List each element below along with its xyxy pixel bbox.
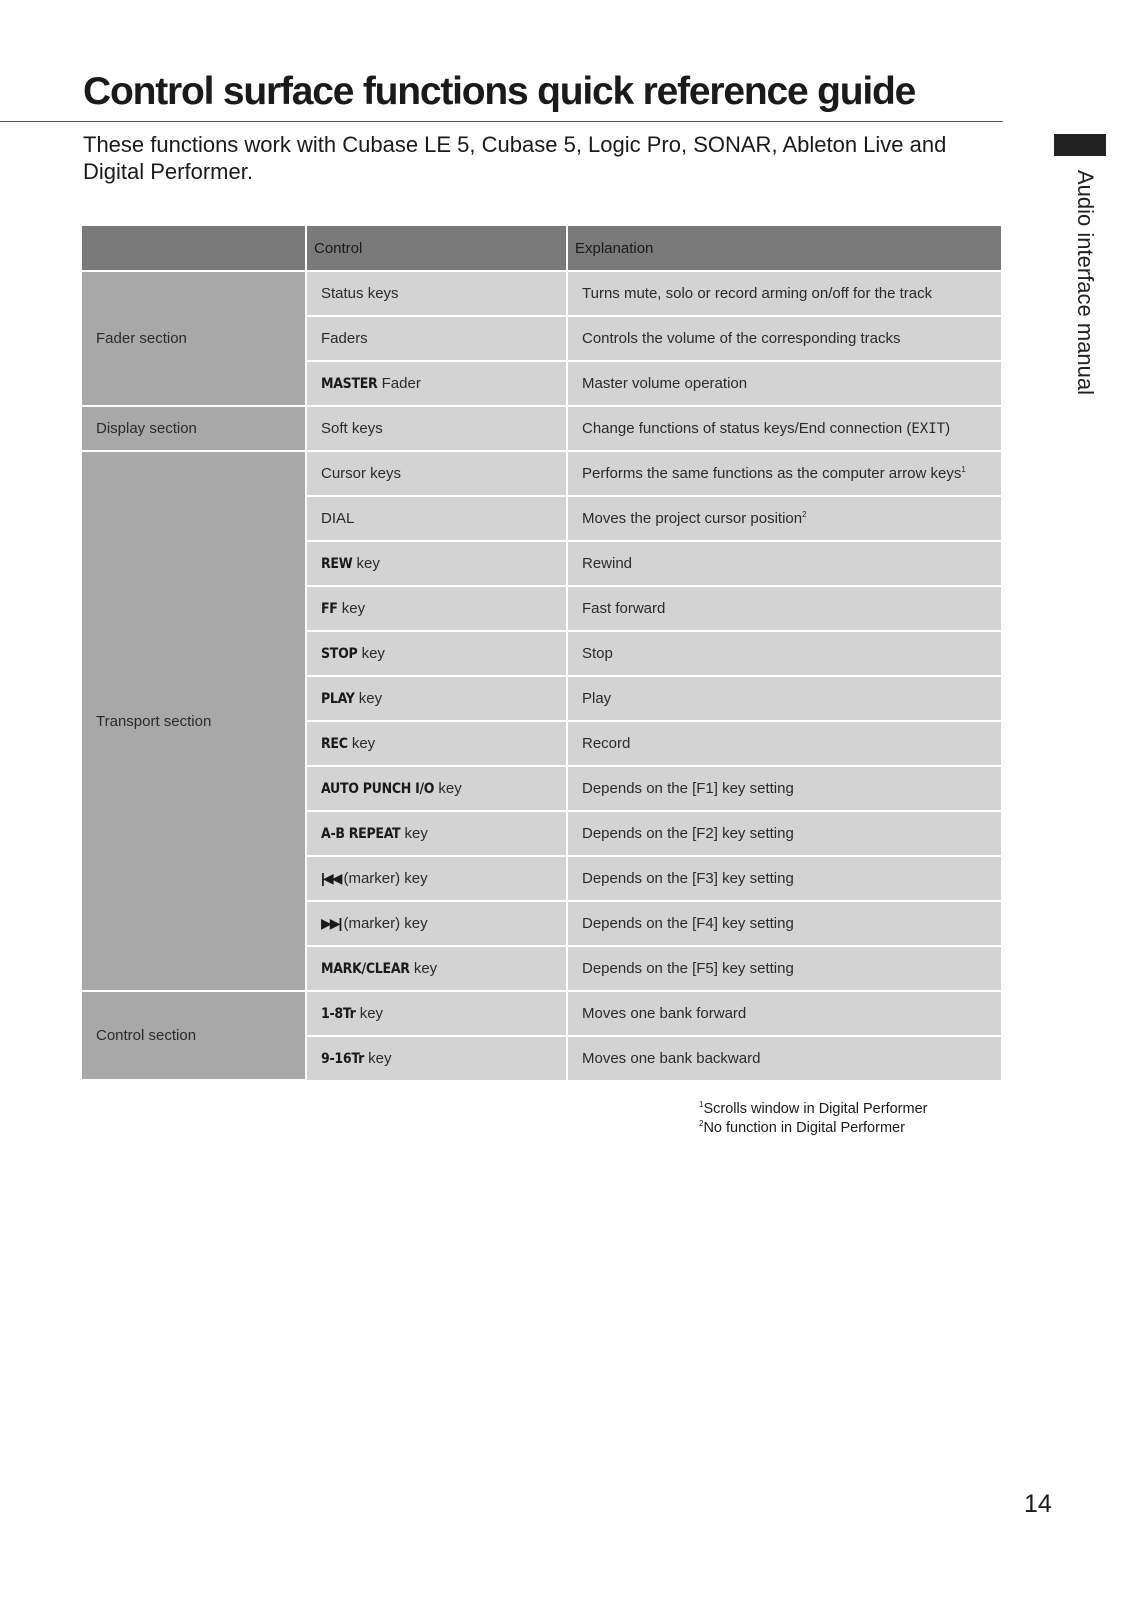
control-key-name: REW (321, 556, 353, 572)
control-cell (306, 361, 567, 406)
exit-key-label: EXIT (911, 421, 946, 437)
next-marker-icon: ▶▶| (321, 915, 341, 931)
control-key-name: 1-8Tr (321, 1006, 356, 1022)
control-label: key (364, 1050, 392, 1067)
explanation-text: Depends on the [F4] key setting (582, 915, 794, 932)
explanation-cell (567, 271, 1001, 316)
control-label: key (400, 825, 428, 842)
explanation-text: Play (582, 690, 612, 707)
title-divider (0, 121, 1003, 122)
reference-table (82, 224, 1001, 1081)
explanation-cell (567, 766, 1001, 811)
control-cell (306, 541, 567, 586)
explanation-cell (567, 811, 1001, 856)
control-label: key (434, 780, 462, 797)
explanation-cell (567, 541, 1001, 586)
explanation-text: Moves one bank forward (582, 1005, 747, 1022)
control-label: key (357, 645, 385, 662)
explanation-cell (567, 901, 1001, 946)
explanation-text: Change functions of status keys/End connection ( (582, 420, 912, 437)
page-title: Control surface functions quick reference guide (83, 70, 916, 113)
table-row (82, 406, 1001, 451)
control-cell (306, 901, 567, 946)
control-label: key (337, 600, 366, 617)
footnotes (699, 1100, 927, 1138)
explanation-cell (567, 856, 1001, 901)
control-label: Faders (321, 330, 368, 347)
control-label: DIAL (321, 510, 355, 527)
page-number: 14 (1024, 1490, 1052, 1518)
explanation-cell (567, 631, 1001, 676)
explanation-text: Rewind (582, 555, 633, 572)
control-key-name: MASTER (321, 376, 378, 392)
page-subtitle: These functions work with Cubase LE 5, Cubase 5, Logic Pro, SONAR, Ableton Live and Digital Performer. (83, 132, 947, 184)
control-key-name: MARK/CLEAR (321, 961, 410, 977)
footnote-2: $^2$No function in Digital Performer (699, 1119, 905, 1136)
control-cell (306, 766, 567, 811)
control-label: key (347, 735, 376, 752)
explanation-text: Turns mute, solo or record arming on/off for the track (582, 285, 933, 302)
control-cell (306, 811, 567, 856)
section-label: Control section (82, 991, 306, 1080)
explanation-text: Moves one bank backward (582, 1050, 761, 1067)
control-key-name: FF (321, 601, 338, 617)
control-cell (306, 406, 567, 451)
control-label: key (354, 690, 383, 707)
explanation-text: Fast forward (582, 600, 666, 617)
control-key-name: AUTO PUNCH I/O (321, 781, 435, 797)
control-cell (306, 316, 567, 361)
control-label: (marker) key (343, 915, 428, 932)
control-cell (306, 271, 567, 316)
explanation-text: Moves the project cursor position (582, 510, 803, 527)
explanation-text: Controls the volume of the corresponding tracks (582, 330, 901, 347)
explanation-cell (567, 721, 1001, 766)
control-cell (306, 496, 567, 541)
header-control: Control (306, 225, 567, 271)
table-header-row (82, 225, 1001, 271)
explanation-cell (567, 676, 1001, 721)
control-cell (306, 631, 567, 676)
explanation-cell (567, 586, 1001, 631)
control-cell (306, 991, 567, 1036)
header-section (82, 225, 306, 271)
chapter-tab-marker (1054, 134, 1106, 156)
explanation-cell (567, 1036, 1001, 1080)
explanation-cell (567, 406, 1001, 451)
control-label: (marker) key (343, 870, 428, 887)
section-label: Fader section (82, 271, 306, 406)
explanation-text: Stop (582, 645, 613, 662)
header-explanation: Explanation (567, 225, 1001, 271)
explanation-text: Depends on the [F3] key setting (582, 870, 794, 887)
control-label: key (355, 1005, 384, 1022)
control-key-name: REC (321, 736, 348, 752)
explanation-cell (567, 451, 1001, 496)
explanation-cell (567, 496, 1001, 541)
control-key-name: PLAY (321, 691, 355, 707)
footnote-reference: 2 (802, 510, 807, 519)
explanation-cell (567, 991, 1001, 1036)
section-label: Display section (82, 406, 306, 451)
control-label: key (352, 555, 380, 572)
explanation-cell (567, 361, 1001, 406)
section-label: Transport section (82, 451, 306, 991)
explanation-text: Depends on the [F5] key setting (582, 960, 794, 977)
control-label: Cursor keys (321, 465, 402, 482)
explanation-text: Record (582, 735, 631, 752)
explanation-text: Depends on the [F1] key setting (582, 780, 794, 797)
control-cell (306, 721, 567, 766)
explanation-text: Depends on the [F2] key setting (582, 825, 794, 842)
control-label: Soft keys (321, 420, 383, 437)
explanation-text: Performs the same functions as the computer arrow keys (582, 465, 962, 482)
chapter-side-label: Audio interface manual (1073, 170, 1098, 396)
footnote-reference: 1 (961, 465, 966, 474)
table-body (82, 271, 1001, 1080)
table-row (82, 271, 1001, 316)
control-label: Fader (377, 375, 421, 392)
control-cell (306, 946, 567, 991)
explanation-cell (567, 316, 1001, 361)
control-key-name: 9-16Tr (321, 1051, 364, 1067)
control-cell (306, 856, 567, 901)
control-label: Status keys (321, 285, 399, 302)
explanation-cell (567, 946, 1001, 991)
explanation-text: Master volume operation (582, 375, 748, 392)
footnote-1: $^1$Scrolls window in Digital Performer (699, 1100, 928, 1117)
control-key-name: A-B REPEAT (321, 826, 401, 842)
control-cell (306, 451, 567, 496)
control-key-name: STOP (321, 646, 358, 662)
table-row (82, 451, 1001, 496)
previous-marker-icon: |◀◀ (321, 870, 341, 886)
control-label: key (409, 960, 438, 977)
control-cell (306, 586, 567, 631)
explanation-tail: ) (945, 420, 951, 437)
control-cell (306, 1036, 567, 1080)
control-cell (306, 676, 567, 721)
table-row (82, 991, 1001, 1036)
